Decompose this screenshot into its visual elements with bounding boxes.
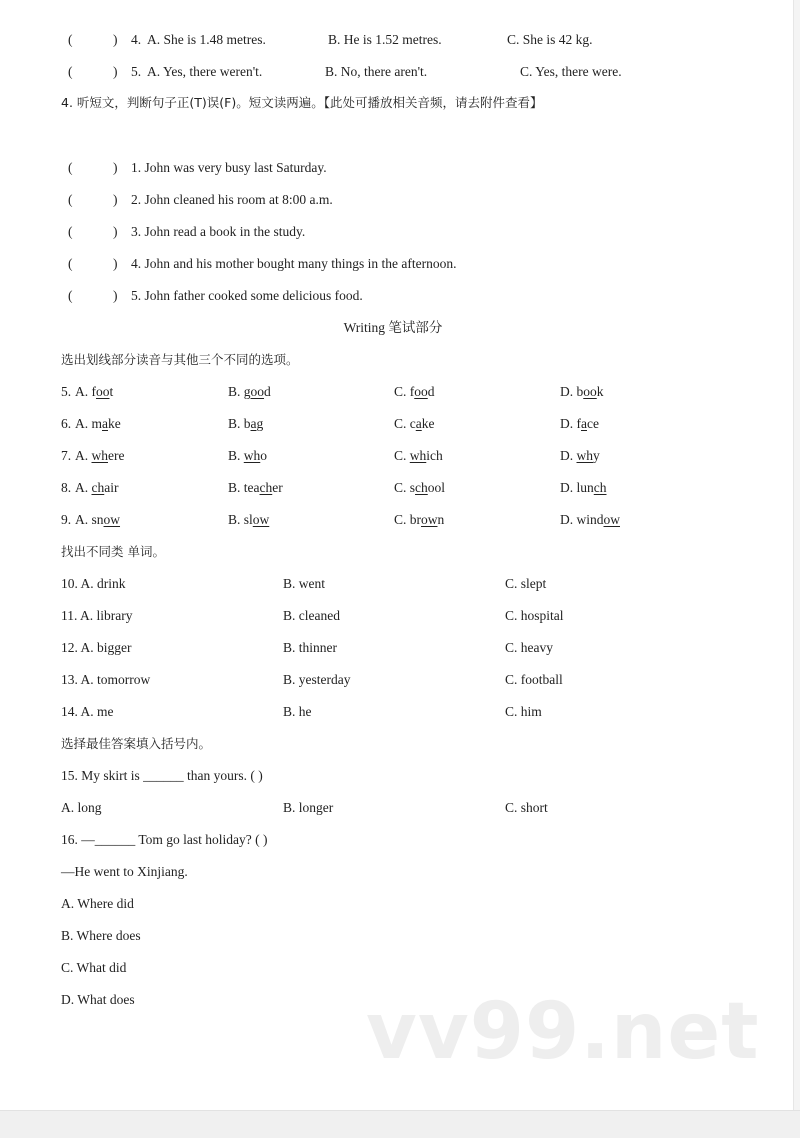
option-a: 14. A. me: [61, 704, 114, 719]
answer-paren-close: ): [113, 192, 118, 207]
phonics-option: [228, 415, 263, 433]
option-pre: B. sl: [228, 512, 253, 527]
underlined-letters: ow: [252, 512, 270, 527]
q16-reply: —He went to Xinjiang.: [61, 864, 188, 879]
option-a: 12. A. bigger: [61, 640, 132, 655]
underlined-letters: oo: [250, 384, 265, 399]
underlined-letters: ch: [593, 480, 607, 495]
statement-text: 3. John read a book in the study.: [131, 224, 306, 239]
statement-text: 5. John father cooked some delicious food.: [131, 288, 363, 303]
underlined-letters: wh: [243, 448, 261, 463]
underlined-letters: oo: [96, 384, 110, 399]
option-c: C. slept: [505, 576, 547, 591]
option-b: B. thinner: [283, 640, 337, 655]
question-number: 7.: [61, 448, 72, 463]
q15-option-c: C. short: [505, 800, 548, 815]
option-post: ke: [421, 416, 435, 431]
question-number: 4.: [131, 32, 142, 47]
phonics-option: [228, 511, 269, 529]
option-pre: D. lun: [560, 480, 594, 495]
answer-paren-close: ): [113, 64, 118, 79]
option-c: C. hospital: [505, 608, 564, 623]
underlined-letters: a: [250, 416, 257, 431]
option-pre: D. f: [560, 416, 581, 431]
option-post: g: [256, 416, 264, 431]
phonics-option: [75, 511, 120, 529]
option-post: k: [596, 384, 604, 399]
option-a: 13. A. tomorrow: [61, 672, 151, 687]
page-bottom-edge: [0, 1110, 800, 1138]
option-c: C. heavy: [505, 640, 553, 655]
question-number: 6.: [61, 416, 72, 431]
option-pre: A. f: [75, 384, 96, 399]
option-c: C. Yes, there were.: [520, 64, 622, 79]
option-post: n: [437, 512, 445, 527]
option-b: B. cleaned: [283, 608, 340, 623]
option-pre: D. wind: [560, 512, 604, 527]
option-pre: A. m: [75, 416, 102, 431]
phonics-option: [75, 479, 119, 497]
answer-paren-open: (: [68, 224, 73, 239]
option-c: C. him: [505, 704, 542, 719]
underlined-letters: wh: [576, 448, 593, 463]
answer-paren-close: ): [113, 224, 118, 239]
option-pre: B. tea: [228, 480, 260, 495]
q15-option-a: A. long: [61, 800, 102, 815]
answer-paren-close: ): [113, 160, 118, 175]
option-pre: A.: [75, 480, 92, 495]
answer-paren-open: (: [68, 32, 73, 47]
underlined-letters: a: [415, 416, 422, 431]
option-pre: C. br: [394, 512, 421, 527]
underlined-letters: ch: [415, 480, 428, 495]
underlined-letters: ow: [421, 512, 438, 527]
underlined-letters: ow: [603, 512, 620, 527]
q16-option-a: A. Where did: [61, 896, 134, 911]
underlined-letters: oo: [583, 384, 597, 399]
option-a: A. Yes, there weren't.: [147, 64, 263, 79]
option-post: ce: [587, 416, 599, 431]
option-b: B. he: [283, 704, 312, 719]
choice-instruction: 选择最佳答案填入括号内。: [61, 736, 212, 751]
underlined-letters: ch: [91, 480, 105, 495]
option-b: B. He is 1.52 metres.: [328, 32, 442, 47]
option-pre: C. s: [394, 480, 416, 495]
phonics-option: [394, 383, 435, 401]
phonics-option: [560, 447, 600, 465]
q16-stem: 16. —______ Tom go last holiday? ( ): [61, 832, 268, 847]
option-pre: C.: [394, 448, 410, 463]
page-scroll-edge[interactable]: [793, 0, 800, 1110]
underlined-letters: a: [581, 416, 587, 431]
option-pre: C. f: [394, 384, 415, 399]
option-b: B. went: [283, 576, 325, 591]
option-pre: A.: [75, 448, 92, 463]
answer-paren-open: (: [68, 160, 73, 175]
option-post: ich: [426, 448, 443, 463]
option-b: B. yesterday: [283, 672, 351, 687]
phonics-option: [228, 447, 267, 465]
answer-paren-open: (: [68, 288, 73, 303]
option-pre: C. c: [394, 416, 416, 431]
phonics-option: [394, 511, 444, 529]
option-c: C. She is 42 kg.: [507, 32, 593, 47]
question-number: 5.: [131, 64, 142, 79]
option-pre: B. g: [228, 384, 251, 399]
writing-title: Writing 笔试部分: [343, 320, 443, 335]
statement-text: 4. John and his mother bought many things in the afternoon.: [131, 256, 457, 271]
phonics-option: [75, 383, 113, 401]
option-post: ool: [427, 480, 446, 495]
answer-paren-open: (: [68, 256, 73, 271]
question-number: 9.: [61, 512, 72, 527]
question-number: 8.: [61, 480, 72, 495]
phonics-option: [560, 479, 607, 497]
phonics-option: [560, 415, 599, 433]
watermark: vv99.net: [366, 987, 760, 1077]
option-post: o: [260, 448, 268, 463]
option-post: d: [427, 384, 435, 399]
q16-option-c: C. What did: [61, 960, 127, 975]
underlined-letters: wh: [409, 448, 427, 463]
phonics-instruction: 选出划线部分读音与其他三个不同的选项。: [61, 352, 299, 367]
answer-paren-open: (: [68, 192, 73, 207]
phonics-option: [75, 415, 121, 433]
option-pre: B. b: [228, 416, 251, 431]
phonics-option: [560, 383, 604, 401]
option-a: 10. A. drink: [61, 576, 126, 591]
answer-paren-open: (: [68, 64, 73, 79]
odd-one-instruction: 找出不同类 单词。: [61, 544, 165, 559]
statement-text: 2. John cleaned his room at 8:00 a.m.: [131, 192, 333, 207]
option-b: B. No, there aren't.: [325, 64, 428, 79]
option-post: t: [109, 384, 114, 399]
q15-option-b: B. longer: [283, 800, 334, 815]
option-pre: D.: [560, 448, 577, 463]
answer-paren-close: ): [113, 32, 118, 47]
underlined-letters: ow: [103, 512, 121, 527]
option-a: 11. A. library: [61, 608, 133, 623]
phonics-option: [394, 415, 435, 433]
q15-stem: 15. My skirt is ______ than yours. ( ): [61, 768, 263, 783]
option-c: C. football: [505, 672, 563, 687]
option-pre: B.: [228, 448, 244, 463]
statement-text: 1. John was very busy last Saturday.: [131, 160, 327, 175]
option-post: er: [272, 480, 283, 495]
phonics-option: [560, 511, 620, 529]
answer-paren-close: ): [113, 288, 118, 303]
q16-option-b: B. Where does: [61, 928, 141, 943]
phonics-option: [75, 447, 124, 465]
option-a: A. She is 1.48 metres.: [147, 32, 266, 47]
underlined-letters: wh: [91, 448, 108, 463]
underlined-letters: ch: [259, 480, 273, 495]
answer-paren-close: ): [113, 256, 118, 271]
option-pre: A. sn: [75, 512, 104, 527]
section4-instruction: 4. 听短文，判断句子正(T)误(F)。短文读两遍。【此处可播放相关音频，请去附件查看】: [61, 95, 543, 110]
option-post: ke: [108, 416, 121, 431]
option-pre: D. b: [560, 384, 584, 399]
underlined-letters: a: [102, 416, 108, 431]
option-post: ere: [108, 448, 125, 463]
phonics-option: [228, 383, 271, 401]
phonics-option: [394, 479, 445, 497]
option-post: y: [593, 448, 600, 463]
option-post: d: [264, 384, 271, 399]
option-post: air: [104, 480, 119, 495]
q16-option-d: D. What does: [61, 992, 135, 1007]
underlined-letters: oo: [414, 384, 428, 399]
question-number: 5.: [61, 384, 72, 399]
phonics-option: [394, 447, 443, 465]
phonics-option: [228, 479, 283, 497]
